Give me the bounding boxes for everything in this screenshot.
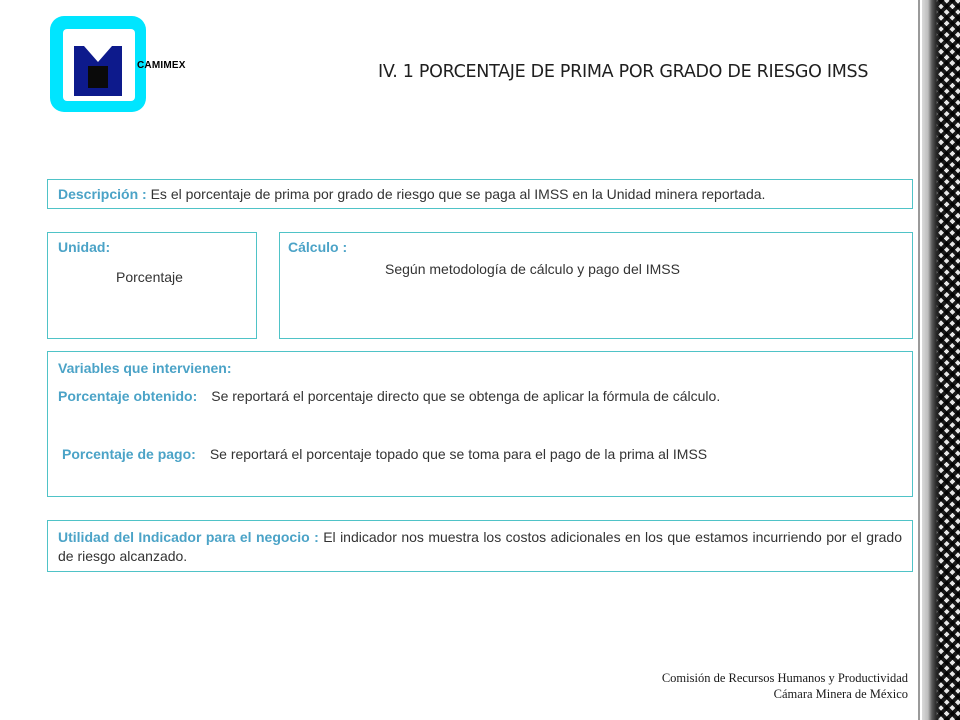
variable-item xyxy=(62,446,707,462)
variable-label: Porcentaje obtenido: xyxy=(58,388,198,404)
variables-label: Variables que intervienen: xyxy=(58,360,232,376)
decorative-edge-strip xyxy=(922,0,960,720)
logo-dark-square xyxy=(88,66,108,88)
variable-text: Se reportará el porcentaje topado que se toma para el pago de la prima al IMSS xyxy=(209,446,708,462)
variables-box xyxy=(47,351,913,497)
camimex-logo xyxy=(50,16,146,112)
unidad-value: Porcentaje xyxy=(116,269,183,285)
variable-item xyxy=(58,388,720,404)
utilidad-text: El indicador nos muestra los costos adicionales en los que estamos incurriendo por el grado de riesgo alcanzado. xyxy=(58,529,902,564)
footer-line-1: Comisión de Recursos Humanos y Productividad xyxy=(661,671,908,685)
unidad-label: Unidad: xyxy=(58,239,111,255)
edge-divider xyxy=(918,0,920,720)
logo-brand-text: CAMIMEX xyxy=(137,60,186,71)
utilidad-label: Utilidad del Indicador para el negocio : xyxy=(58,529,319,545)
calculo-value: Según metodología de cálculo y pago del IMSS xyxy=(385,261,680,277)
unidad-box xyxy=(47,232,257,339)
footer-line-2: Cámara Minera de México xyxy=(773,687,908,701)
descripcion-box xyxy=(47,179,913,209)
variable-label: Porcentaje de pago: xyxy=(62,446,196,462)
calculo-box xyxy=(279,232,913,339)
calculo-label: Cálculo : xyxy=(288,239,348,255)
variable-text: Se reportará el porcentaje directo que se obtenga de aplicar la fórmula de cálculo. xyxy=(211,388,721,404)
descripcion-label: Descripción : xyxy=(58,186,147,202)
descripcion-text: Es el porcentaje de prima por grado de riesgo que se paga al IMSS en la Unidad minera reportada. xyxy=(150,186,766,202)
page-title: IV. 1 PORCENTAJE DE PRIMA POR GRADO DE RIESGO IMSS xyxy=(378,62,869,82)
footer xyxy=(662,670,908,702)
utilidad-box xyxy=(47,520,913,572)
